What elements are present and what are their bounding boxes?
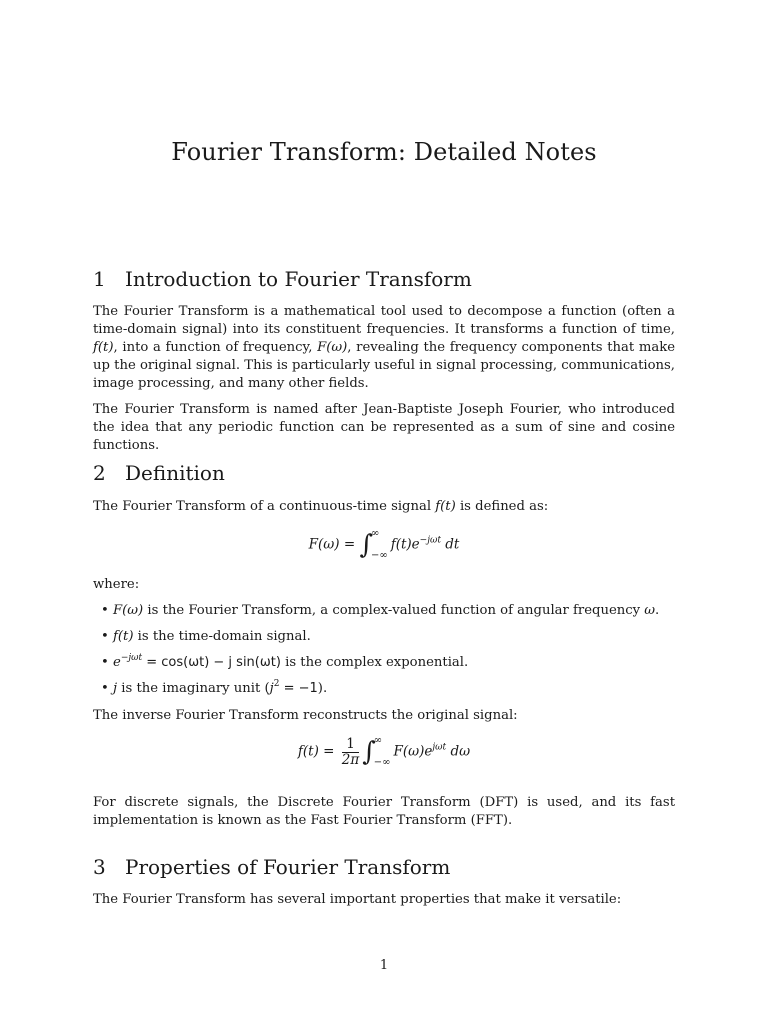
bullet-text: is the complex exponential. bbox=[280, 655, 469, 670]
math-f-of-t: f(t) bbox=[435, 499, 456, 514]
math-f-of-t: f(t) bbox=[93, 340, 114, 355]
intro-text-b: , into a function of frequency, bbox=[113, 340, 313, 355]
document-title: Fourier Transform: Detailed Notes bbox=[171, 138, 597, 166]
equation-lhs: F(ω) = bbox=[308, 536, 356, 553]
intro-text-c: , revealing the frequency components that make up the original signal. This is particularly useful in signal processing, communications, image processing, and many other fields. bbox=[93, 340, 675, 391]
integral-limits bbox=[371, 528, 388, 562]
upper-limit: ∞ bbox=[373, 735, 383, 746]
bullet-tail: ). bbox=[317, 681, 328, 696]
exponent: jωt bbox=[432, 742, 447, 753]
bullet-text: is the Fourier Transform, a complex-valued function of angular frequency bbox=[143, 603, 645, 618]
page-number: 1 bbox=[379, 958, 389, 973]
bullet-text: is the imaginary unit ( bbox=[117, 681, 270, 696]
math-F-of-omega: F(ω) bbox=[317, 340, 348, 355]
upper-limit: ∞ bbox=[371, 528, 380, 539]
fraction bbox=[342, 737, 359, 768]
section-title: Definition bbox=[125, 461, 225, 485]
lower-limit: −∞ bbox=[373, 757, 391, 768]
intro-paragraph-2: The Fourier Transform is named after Jean-Baptiste Joseph Fourier, who introduced the idea that any periodic function can be represented as a sum of sine and cosine functions. bbox=[93, 402, 675, 453]
section-title: Introduction to Fourier Transform bbox=[125, 267, 472, 291]
bullet-equation: = −1 bbox=[279, 681, 318, 696]
list-item bbox=[113, 628, 673, 654]
section-number: 2 bbox=[93, 461, 106, 485]
bullet-math: f(t) bbox=[113, 629, 134, 644]
section-number: 3 bbox=[93, 855, 106, 879]
dft-paragraph: For discrete signals, the Discrete Fourier Transform (DFT) is used, and its fast implementation is known as the Fast Fourier Transform (FFT). bbox=[93, 795, 675, 828]
intro-text-a: The Fourier Transform is a mathematical tool used to decompose a function (often a time-domain signal) into its constituent frequencies. It transforms a function of time, bbox=[93, 304, 675, 337]
section-heading-properties bbox=[93, 855, 450, 879]
bullet-math: F(ω) bbox=[113, 603, 144, 618]
section-title: Properties of Fourier Transform bbox=[125, 855, 451, 879]
bullet-math-j: j bbox=[269, 681, 274, 696]
integral-limits bbox=[374, 735, 391, 769]
bullet-exponent: 2 bbox=[273, 679, 280, 689]
exponent: −jωt bbox=[419, 535, 441, 546]
definition-lead-text: The Fourier Transform of a continuous-time signal bbox=[93, 499, 432, 514]
definition-lead bbox=[93, 498, 675, 516]
integrand: f(t)e bbox=[390, 536, 420, 553]
section-number: 1 bbox=[93, 267, 106, 291]
bullet-math: j bbox=[113, 681, 118, 696]
differential: dω bbox=[450, 743, 471, 760]
inverse-fourier-equation bbox=[0, 735, 768, 769]
where-label: where: bbox=[93, 577, 140, 592]
bullet-tail: . bbox=[655, 603, 660, 618]
equation-lhs: f(t) = bbox=[297, 743, 335, 760]
intro-paragraph-1 bbox=[93, 303, 675, 393]
section-heading-introduction bbox=[93, 267, 472, 291]
list-item bbox=[113, 654, 673, 680]
differential: dt bbox=[445, 536, 460, 553]
lower-limit: −∞ bbox=[371, 550, 388, 561]
definition-lead-text-end: is defined as: bbox=[459, 499, 549, 514]
fraction-denominator: 2π bbox=[341, 751, 360, 768]
bullet-math-omega: ω bbox=[644, 603, 656, 618]
bullet-exponent: −jωt bbox=[120, 653, 143, 663]
list-item bbox=[113, 680, 673, 706]
integral-sign-icon: ∫ bbox=[359, 530, 373, 560]
bullet-math: e bbox=[113, 655, 121, 670]
integral-sign-icon: ∫ bbox=[362, 737, 376, 767]
fraction-numerator: 1 bbox=[342, 737, 359, 753]
definition-bullet-list bbox=[113, 602, 673, 706]
inverse-transform-lead: The inverse Fourier Transform reconstructs the original signal: bbox=[93, 708, 518, 723]
bullet-equation: = cos(ωt) − j sin(ωt) bbox=[142, 655, 281, 670]
list-item bbox=[113, 602, 673, 628]
fourier-transform-equation bbox=[0, 528, 768, 562]
properties-lead: The Fourier Transform has several important properties that make it versatile: bbox=[93, 892, 622, 907]
integrand: F(ω)e bbox=[393, 743, 433, 760]
bullet-text: is the time-domain signal. bbox=[133, 629, 311, 644]
section-heading-definition bbox=[93, 461, 225, 485]
